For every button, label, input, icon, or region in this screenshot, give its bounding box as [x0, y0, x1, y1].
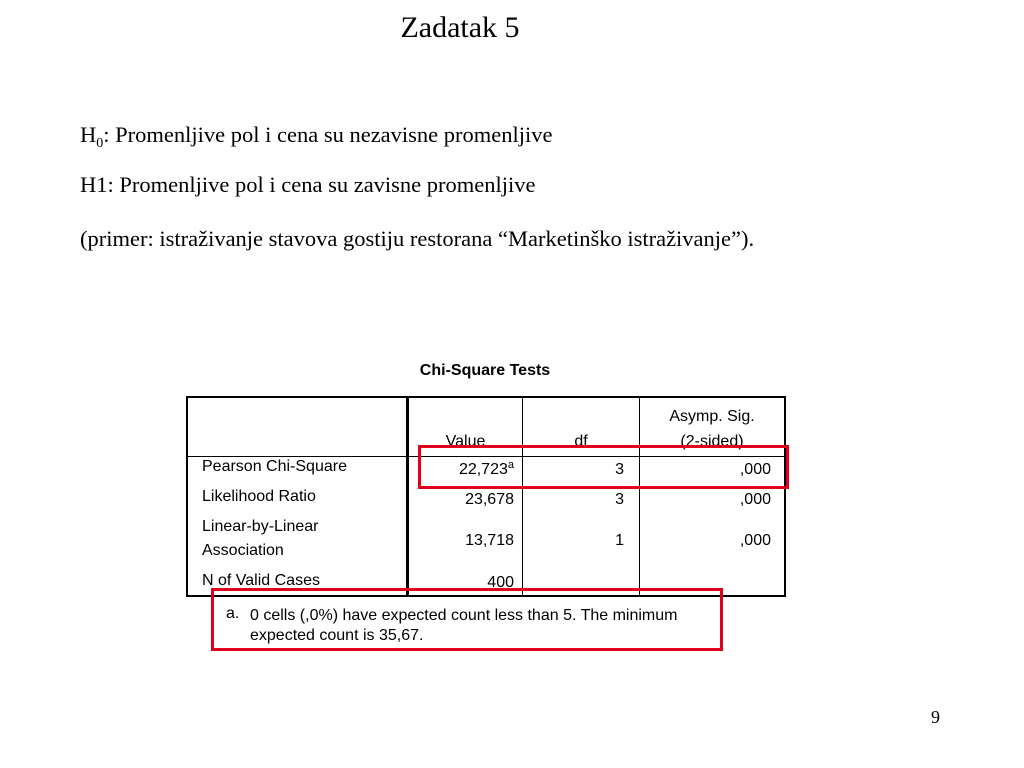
h0-text: : Promenljive pol i cena su nezavisne promenljive — [103, 122, 553, 147]
row-label: Pearson Chi-Square — [202, 458, 347, 475]
header-df: df — [574, 433, 588, 450]
value-text: 22,723 — [458, 461, 508, 478]
row-df: 3 — [615, 461, 624, 478]
h0-prefix: H — [80, 122, 97, 147]
hypothesis-h0 — [80, 121, 553, 149]
row-sig: ,000 — [739, 491, 771, 508]
header-sig-line2: (2-sided) — [680, 433, 744, 450]
header-value: Value — [445, 433, 486, 450]
row-df: 1 — [615, 532, 624, 549]
footnote-mark: a. — [226, 605, 240, 622]
example-note: (primer: istraživanje stavova gostiju restorana “Marketinško istraživanje”). — [80, 226, 755, 251]
row-label: N of Valid Cases — [202, 572, 320, 589]
row-df: 3 — [615, 491, 624, 508]
row-sig: ,000 — [739, 461, 771, 478]
row-label-line2: Association — [202, 542, 284, 559]
row-label-line1: Linear-by-Linear — [202, 518, 319, 535]
slide-title: Zadatak 5 — [400, 11, 520, 44]
h0-subscript: 0 — [96, 136, 104, 151]
table-title: Chi-Square Tests — [419, 362, 551, 379]
row-sig: ,000 — [739, 532, 771, 549]
header-sig-line1: Asymp. Sig. — [669, 408, 755, 425]
row-value: 400 — [487, 574, 514, 591]
footnote-text: 0 cells (,0%) have expected count less than 5. The minimum expected count is 35,67. — [250, 607, 678, 644]
row-label: Likelihood Ratio — [202, 488, 316, 505]
row-value: 13,718 — [465, 532, 514, 549]
page-number: 9 — [931, 707, 940, 727]
chi-square-table — [186, 396, 786, 597]
highlight-box-pearson — [418, 445, 789, 489]
hypothesis-h1: H1: Promenljive pol i cena su zavisne promenljive — [80, 172, 536, 197]
row-value: 23,678 — [465, 491, 514, 508]
footnote-superscript: a — [507, 459, 514, 471]
